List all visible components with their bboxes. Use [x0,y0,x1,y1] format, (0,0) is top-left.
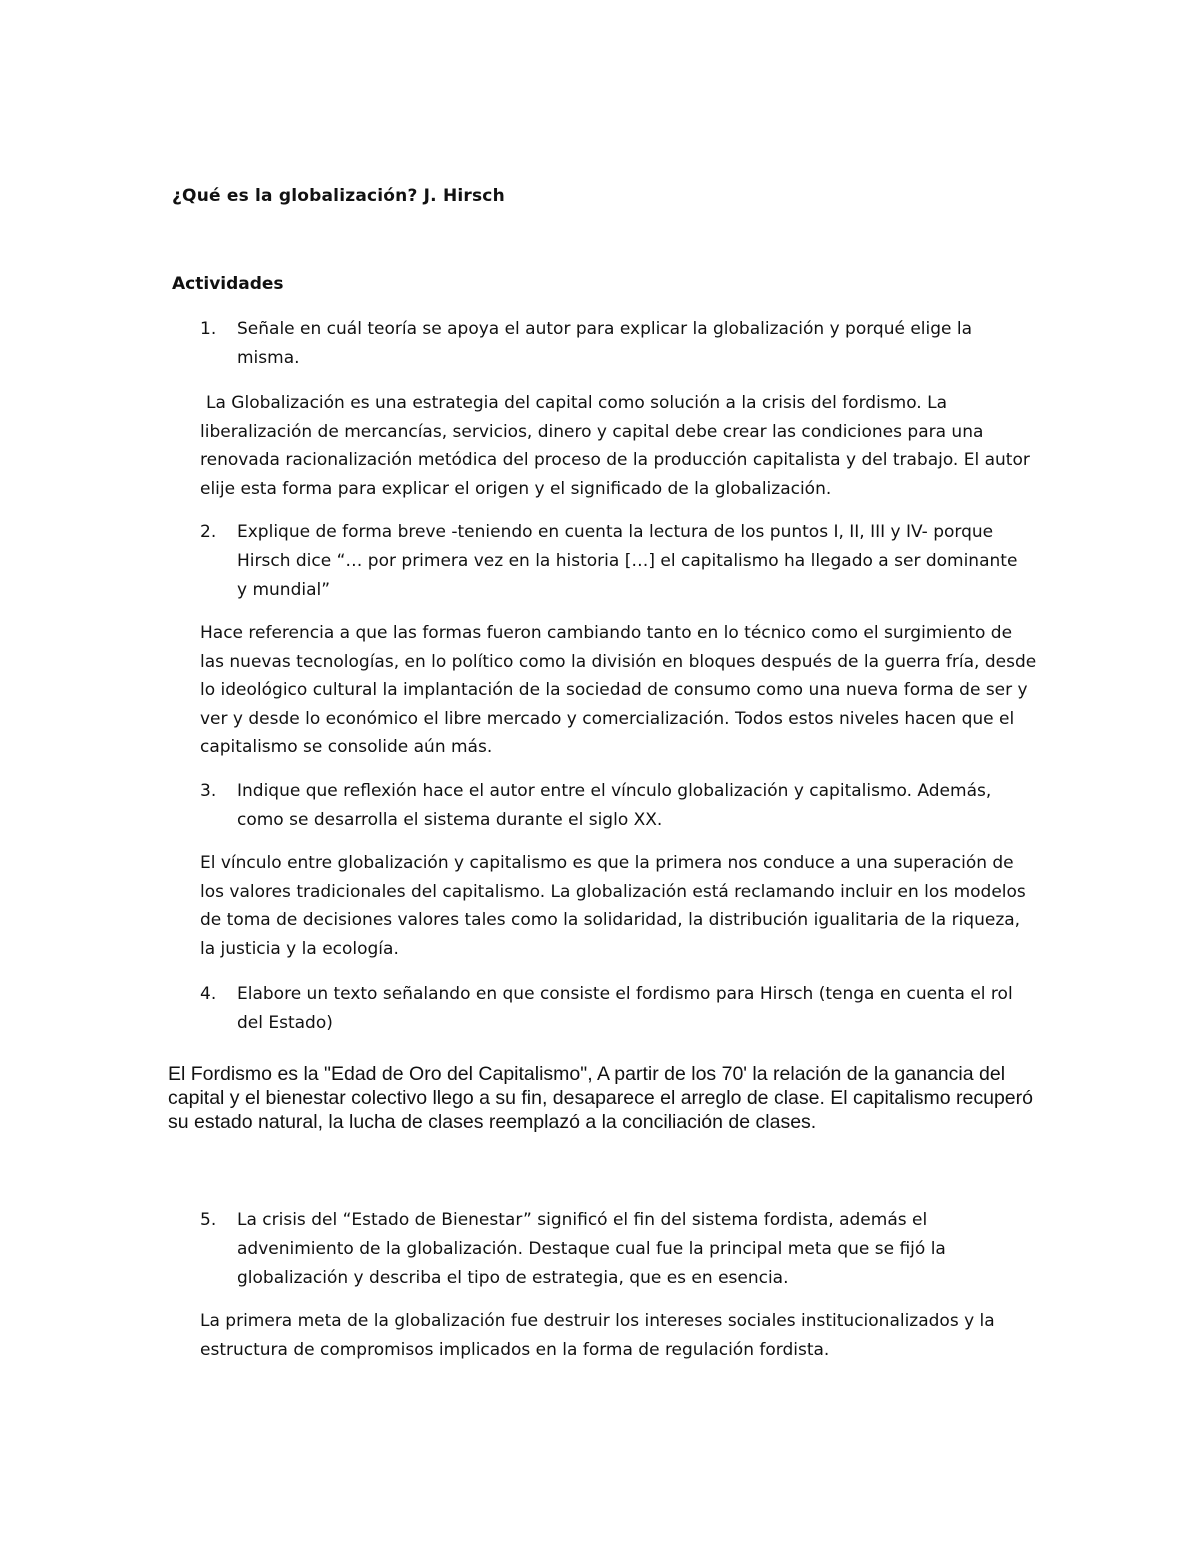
question-number: 5. [200,1210,217,1230]
question-number: 2. [200,522,217,542]
question-2 [200,518,1030,605]
answer-5: La primera meta de la globalización fue destruir los intereses sociales institucionalizados y la estructura de compromisos implicados en la forma de regulación fordista. [200,1311,995,1360]
answer-1: La Globalización es una estrategia del capital como solución a la crisis del fordismo. La liberalización de mercancías, servicios, dinero y capital debe crear las condiciones para una renovada racionalización metódica del proceso de la producción capitalista y del trabajo. El autor elije esta forma para explicar el origen y el significado de la globalización. [200,393,1030,499]
question-1 [200,315,1030,373]
section-heading: Actividades [172,274,284,294]
question-number: 3. [200,781,217,801]
question-3 [200,777,1030,835]
question-number: 1. [200,319,217,339]
answer-2: Hace referencia a que las formas fueron cambiando tanto en lo técnico como el surgimiento de las nuevas tecnologías, en lo político como la división en bloques después de la guerra fría, desde lo ideológico cultural la implantación de la sociedad de consumo como una nueva forma de ser y ver y desde lo económico el libre mercado y comercialización. Todos estos niveles hacen que el capitalismo se consolide aún más. [200,623,1037,757]
answer-3: El vínculo entre globalización y capitalismo es que la primera nos conduce a una superación de los valores tradicionales del capitalismo. La globalización está reclamando incluir en los modelos de toma de decisiones valores tales como la solidaridad, la distribución igualitaria de la riqueza, la justicia y la ecología. [200,853,1026,959]
question-4 [200,980,1030,1038]
question-5 [200,1206,1030,1293]
question-text: Indique que reflexión hace el autor entre el vínculo globalización y capitalismo. Además, como se desarrolla el sistema durante el siglo XX. [237,781,992,830]
question-text: Elabore un texto señalando en que consiste el fordismo para Hirsch (tenga en cuenta el rol del Estado) [237,984,1013,1033]
question-number: 4. [200,984,217,1004]
question-text: La crisis del “Estado de Bienestar” significó el fin del sistema fordista, además el advenimiento de la globalización. Destaque cual fue la principal meta que se fijó la globalización y describa el tipo de estrategia, que es en esencia. [237,1210,946,1288]
document-title: ¿Qué es la globalización? J. Hirsch [172,186,505,206]
question-text: Explique de forma breve -teniendo en cuenta la lectura de los puntos I, II, III y IV- porque Hirsch dice “… por primera vez en la historia […] el capitalismo ha llegado a ser dominante y mundial” [237,522,1018,600]
question-text: Señale en cuál teoría se apoya el autor para explicar la globalización y porqué elige la misma. [237,319,973,368]
answer-4: El Fordismo es la "Edad de Oro del Capitalismo", A partir de los 70' la relación de la ganancia del capital y el bienestar colectivo llego a su fin, desaparece el arreglo de clase. El capitalismo recuperó su estado natural, la lucha de clases reemplazó a la conciliación de clases. [168,1063,1033,1133]
